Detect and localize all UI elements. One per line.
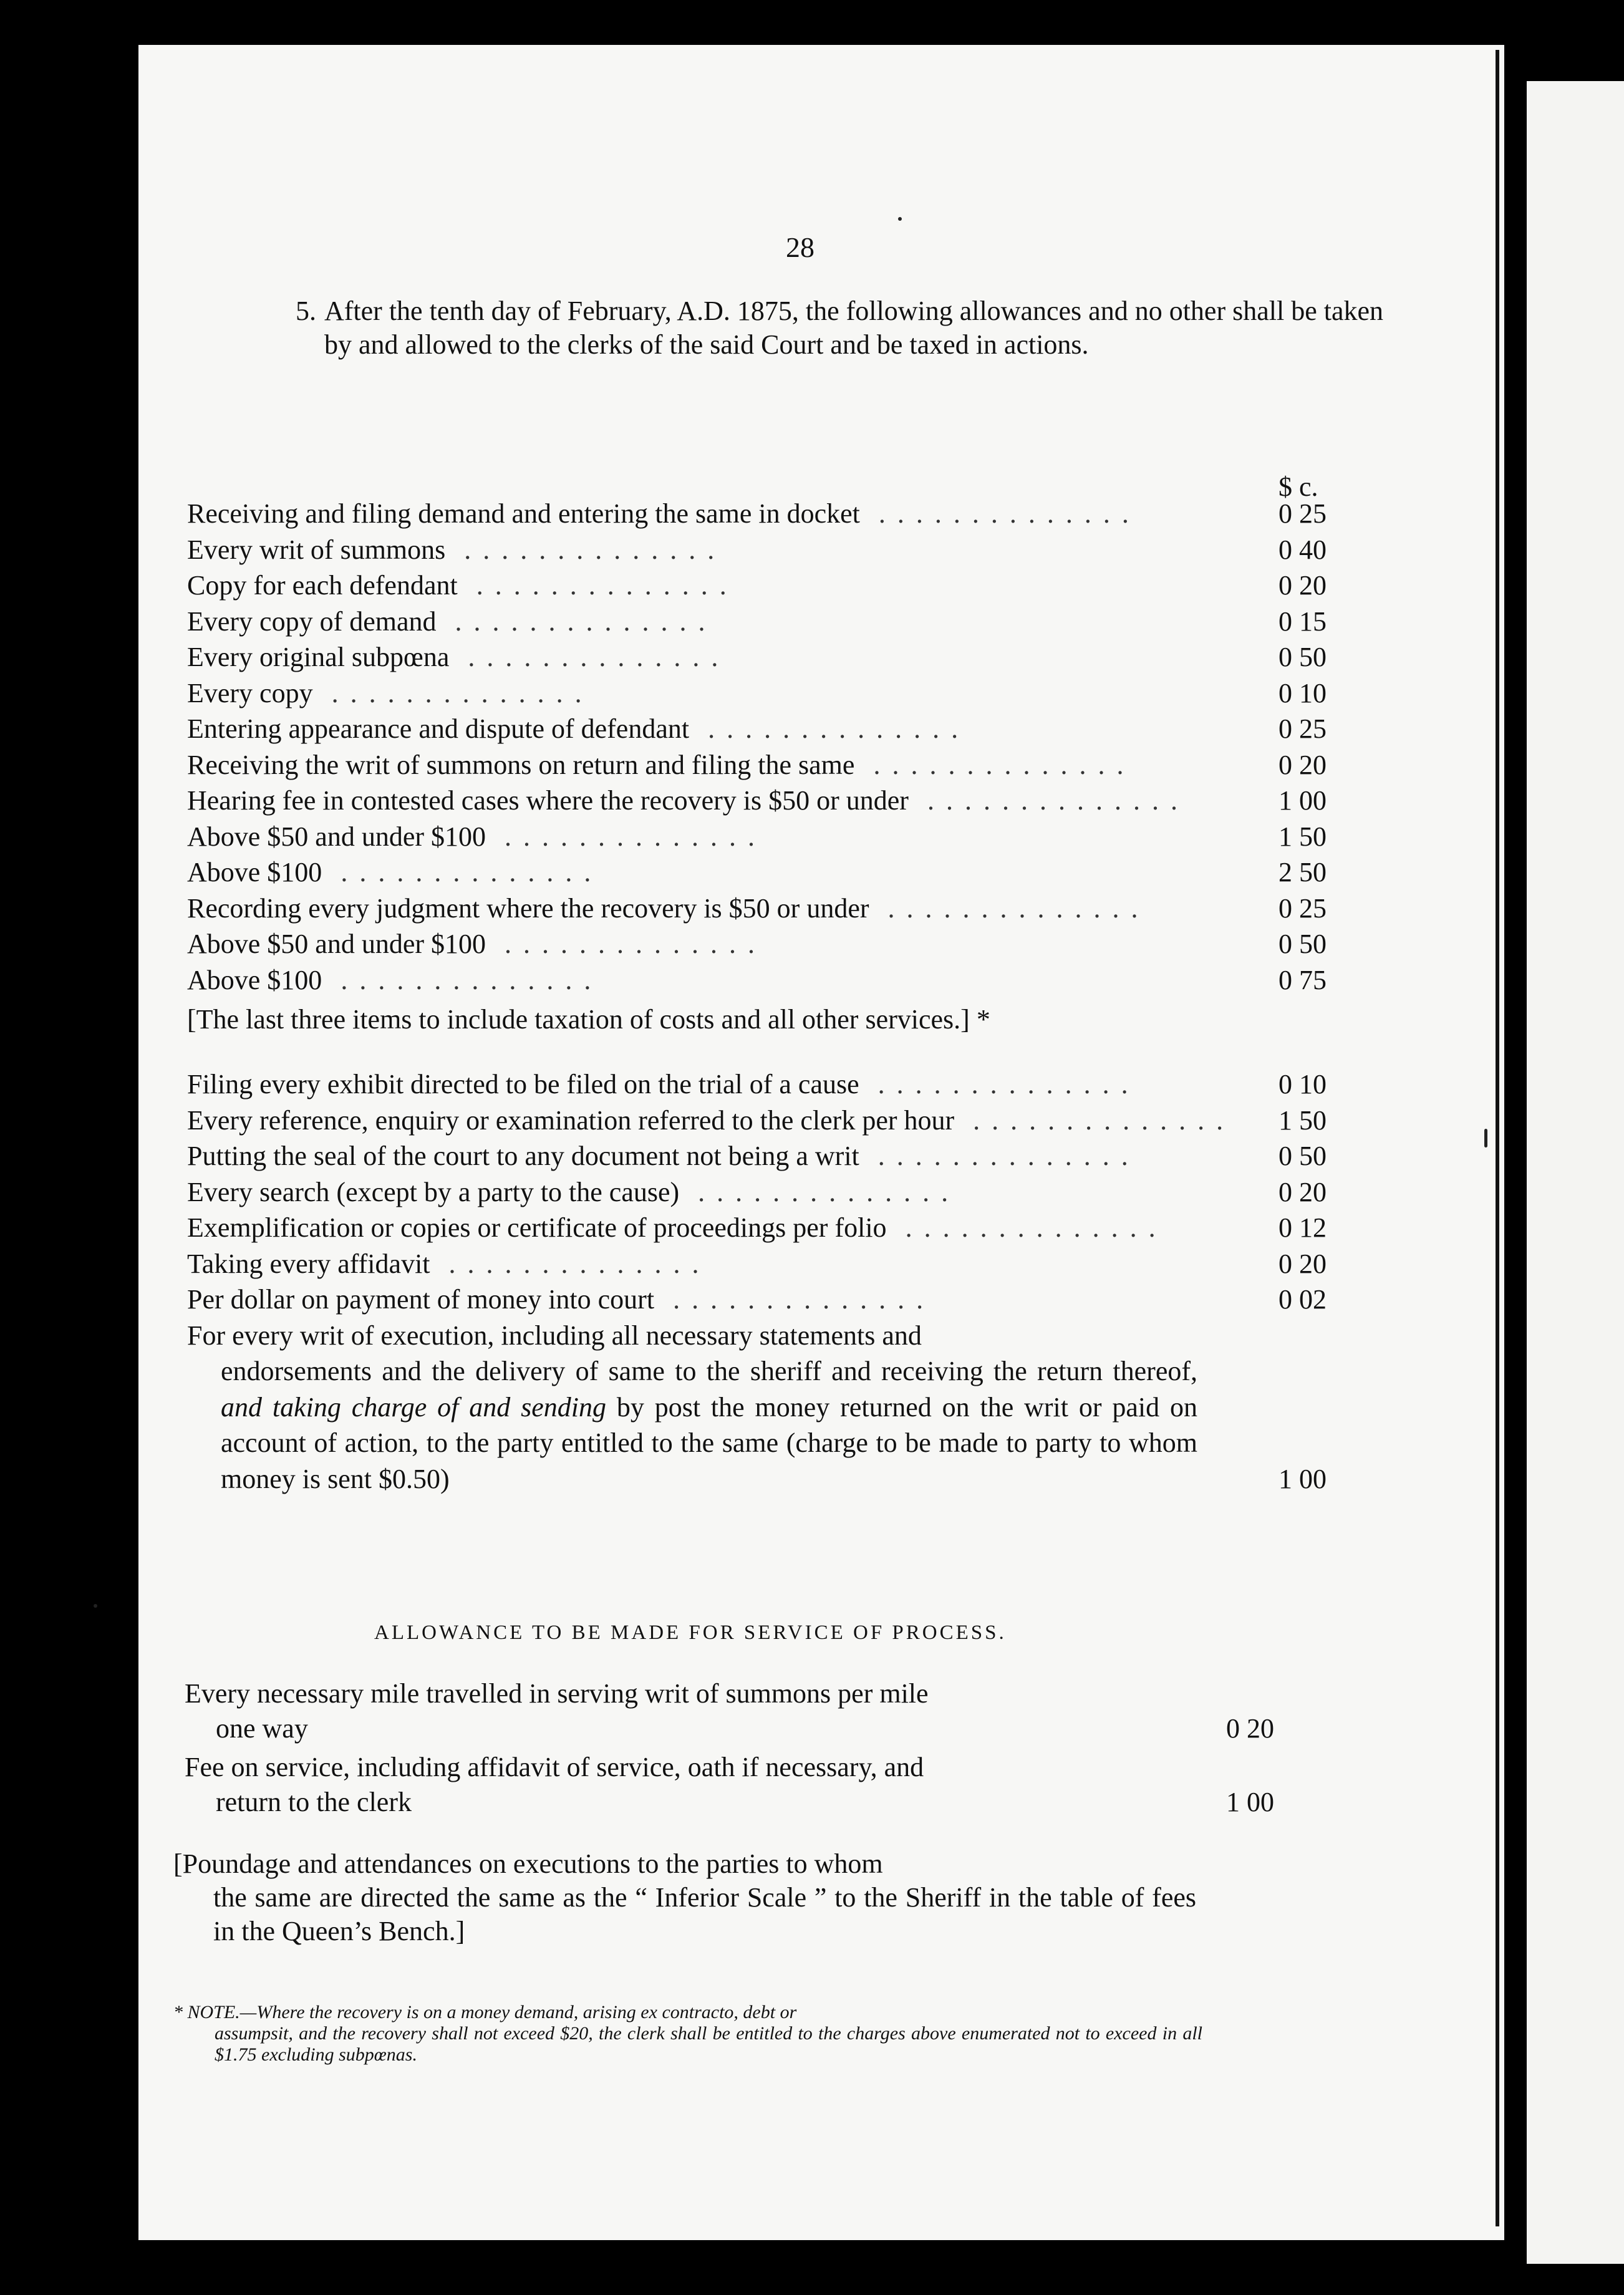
- fee-description: Taking every affidavit: [187, 1248, 430, 1279]
- fee-description: Every original subpœna: [187, 642, 450, 672]
- fee-row: [187, 926, 1372, 962]
- footnote-rest: assumpsit, and the recovery shall not exceed $20, the clerk shall be entitled to the charges above enumerated not to exceed in all $1.75 excluding subpœnas.: [215, 2023, 1202, 2065]
- fee-row: [187, 1246, 1372, 1282]
- fee-description: Every reference, enquiry or examination referred to the clerk per hour: [187, 1104, 955, 1136]
- page-gutter-line: [1496, 50, 1499, 2226]
- fee-row: [187, 1066, 1372, 1103]
- print-speck: [898, 217, 902, 221]
- fee-description: Above $100: [187, 857, 322, 887]
- execution-text-italic: and taking charge of and sending: [221, 1391, 606, 1423]
- fee-description: Recording every judgment where the recovery is $50 or under: [187, 892, 869, 924]
- fee-row: [187, 496, 1372, 532]
- fee-amount: 0 20: [1278, 1176, 1327, 1207]
- fee-row: [187, 1282, 1372, 1318]
- execution-text-b: by post the money returned on the writ or paid on account of action, to the party entitled to the same (charge to be made to party to whom money is sent $0.50): [221, 1391, 1197, 1494]
- fee-amount: 1 50: [1278, 821, 1327, 852]
- fee-amount: 0 20: [1278, 570, 1327, 601]
- process-item-rest: return to the clerk: [216, 1787, 412, 1817]
- section-number: 5.: [296, 296, 316, 326]
- fee-row: [187, 1138, 1372, 1174]
- leader-dots: [341, 854, 1266, 891]
- page-number: 28: [786, 231, 814, 263]
- section-title: ALLOWANCE TO BE MADE FOR SERVICE OF PROCESS.: [374, 1621, 1007, 1644]
- fee-description: Hearing fee in contested cases where the recovery is $50 or under: [187, 785, 909, 816]
- fee-description: Copy for each defendant: [187, 570, 458, 601]
- leader-dots: [888, 891, 1266, 927]
- fee-description: Putting the seal of the court to any document not being a writ: [187, 1141, 859, 1171]
- leader-dots: [341, 962, 1266, 998]
- leader-dots: [505, 926, 1266, 962]
- fee-description: Every copy: [187, 677, 313, 708]
- fee-row: [187, 711, 1372, 747]
- fee-description: Receiving the writ of summons on return and filing the same: [187, 749, 855, 780]
- leader-dots: [673, 1282, 1266, 1318]
- fee-description: Per dollar on payment of money into court: [187, 1284, 655, 1315]
- intro-text: After the tenth day of February, A.D. 1875, the following allowances and no other shall be taken by and allowed to the clerks of the said Court and be taxed in actions.: [324, 296, 1384, 360]
- execution-amount: 1 00: [1278, 1463, 1327, 1494]
- process-items: [185, 1676, 1370, 1824]
- fee-group-2: [187, 1066, 1372, 1318]
- fee-amount: 0 25: [1278, 713, 1327, 744]
- fee-amount: 0 75: [1278, 964, 1327, 995]
- process-item-amount: 0 20: [1226, 1713, 1274, 1744]
- footnote: [173, 2002, 1202, 2066]
- print-speck: [94, 1604, 97, 1608]
- fee-row: [187, 532, 1372, 568]
- fee-amount: 0 40: [1278, 534, 1327, 565]
- fee-description: Above $50 and under $100: [187, 821, 486, 852]
- fee-amount: 0 10: [1278, 677, 1327, 708]
- fee-amount: 0 20: [1278, 749, 1327, 780]
- process-item-first: Every necessary mile travelled in serving writ of summons per mile: [185, 1678, 929, 1709]
- leader-dots: [455, 604, 1266, 640]
- execution-item: [187, 1318, 1327, 1497]
- execution-text-a: endorsements and the delivery of same to the sheriff and receiving the return thereof,: [221, 1356, 1197, 1386]
- fee-amount: 0 20: [1278, 1248, 1327, 1279]
- leader-dots: [973, 1103, 1266, 1139]
- fee-row: [187, 604, 1372, 640]
- fee-row: [187, 891, 1372, 927]
- fee-group-1: [187, 496, 1372, 998]
- note-text: [The last three items to include taxation of costs and all other services.] *: [187, 1004, 990, 1035]
- fee-description: Every writ of summons: [187, 534, 446, 565]
- fee-description: Above $100: [187, 964, 322, 995]
- leader-dots: [449, 1246, 1266, 1282]
- fee-row: [187, 639, 1372, 675]
- fee-amount: 0 12: [1278, 1212, 1327, 1243]
- fee-amount: 0 50: [1278, 929, 1327, 959]
- leader-dots: [505, 819, 1266, 855]
- leader-dots: [878, 1138, 1266, 1174]
- facing-page-edge: [1527, 81, 1624, 2264]
- fee-table: [187, 471, 1372, 1497]
- poundage-paragraph: [173, 1847, 1196, 1948]
- leader-dots: [464, 532, 1266, 568]
- fee-row: [187, 962, 1372, 998]
- leader-dots: [476, 568, 1266, 604]
- leader-dots: [873, 747, 1266, 783]
- currency-header-row: [187, 471, 1372, 502]
- fee-amount: 0 02: [1278, 1284, 1327, 1315]
- fee-row: [187, 1174, 1372, 1210]
- fee-description: Every search (except by a party to the cause): [187, 1176, 680, 1207]
- poundage-first: [Poundage and attendances on executions to the parties to whom: [173, 1848, 883, 1879]
- print-speck: [1484, 1129, 1487, 1148]
- process-item-rest: one way: [216, 1713, 308, 1744]
- fee-row: [187, 1103, 1372, 1139]
- fee-description: Above $50 and under $100: [187, 929, 486, 959]
- leader-dots: [906, 1210, 1266, 1246]
- leader-dots: [878, 1066, 1266, 1103]
- leader-dots: [708, 711, 1266, 747]
- process-item-first: Fee on service, including affidavit of service, oath if necessary, and: [185, 1752, 924, 1782]
- fee-row: [187, 819, 1372, 855]
- fee-row: [187, 1210, 1372, 1246]
- fee-amount: 0 10: [1278, 1069, 1327, 1099]
- intro-paragraph: [296, 294, 1385, 362]
- fee-amount: 1 00: [1278, 785, 1327, 816]
- fee-row: [187, 568, 1372, 604]
- fee-row: [187, 783, 1372, 819]
- process-item: [185, 1750, 1274, 1820]
- process-item-amount: 1 00: [1226, 1787, 1274, 1817]
- leader-dots: [698, 1174, 1266, 1210]
- leader-dots: [468, 639, 1266, 675]
- footnote-first: * NOTE.—Where the recovery is on a money demand, arising ex contracto, debt or: [173, 2002, 797, 2022]
- fee-amount: 0 50: [1278, 642, 1327, 672]
- fee-amount: 2 50: [1278, 857, 1327, 887]
- fee-amount: 1 50: [1278, 1104, 1327, 1136]
- note-last-three: [187, 1004, 1204, 1035]
- currency-header: $ c.: [1278, 471, 1318, 502]
- fee-amount: 0 15: [1278, 606, 1327, 637]
- fee-description: Exemplification or copies or certificate of proceedings per folio: [187, 1212, 887, 1243]
- process-item: [185, 1676, 1274, 1746]
- leader-dots: [332, 675, 1266, 712]
- fee-amount: 0 25: [1278, 892, 1327, 924]
- fee-description: Every copy of demand: [187, 606, 437, 637]
- fee-description: Filing every exhibit directed to be filed on the trial of a cause: [187, 1069, 859, 1099]
- execution-text-first: For every writ of execution, including all necessary statements and: [187, 1320, 922, 1351]
- leader-dots: [927, 783, 1266, 819]
- execution-text-rest: [187, 1353, 1197, 1497]
- fee-row: [187, 747, 1372, 783]
- poundage-rest: the same are directed the same as the “ Inferior Scale ” to the Sheriff in the table of fees in the Queen’s Bench.]: [213, 1882, 1196, 1946]
- leader-dots: [879, 496, 1266, 532]
- fee-description: Receiving and filing demand and entering the same in docket: [187, 498, 860, 529]
- fee-row: [187, 854, 1372, 891]
- fee-row: [187, 675, 1372, 712]
- fee-amount: 0 25: [1278, 498, 1327, 529]
- fee-description: Entering appearance and dispute of defendant: [187, 713, 690, 744]
- fee-amount: 0 50: [1278, 1141, 1327, 1171]
